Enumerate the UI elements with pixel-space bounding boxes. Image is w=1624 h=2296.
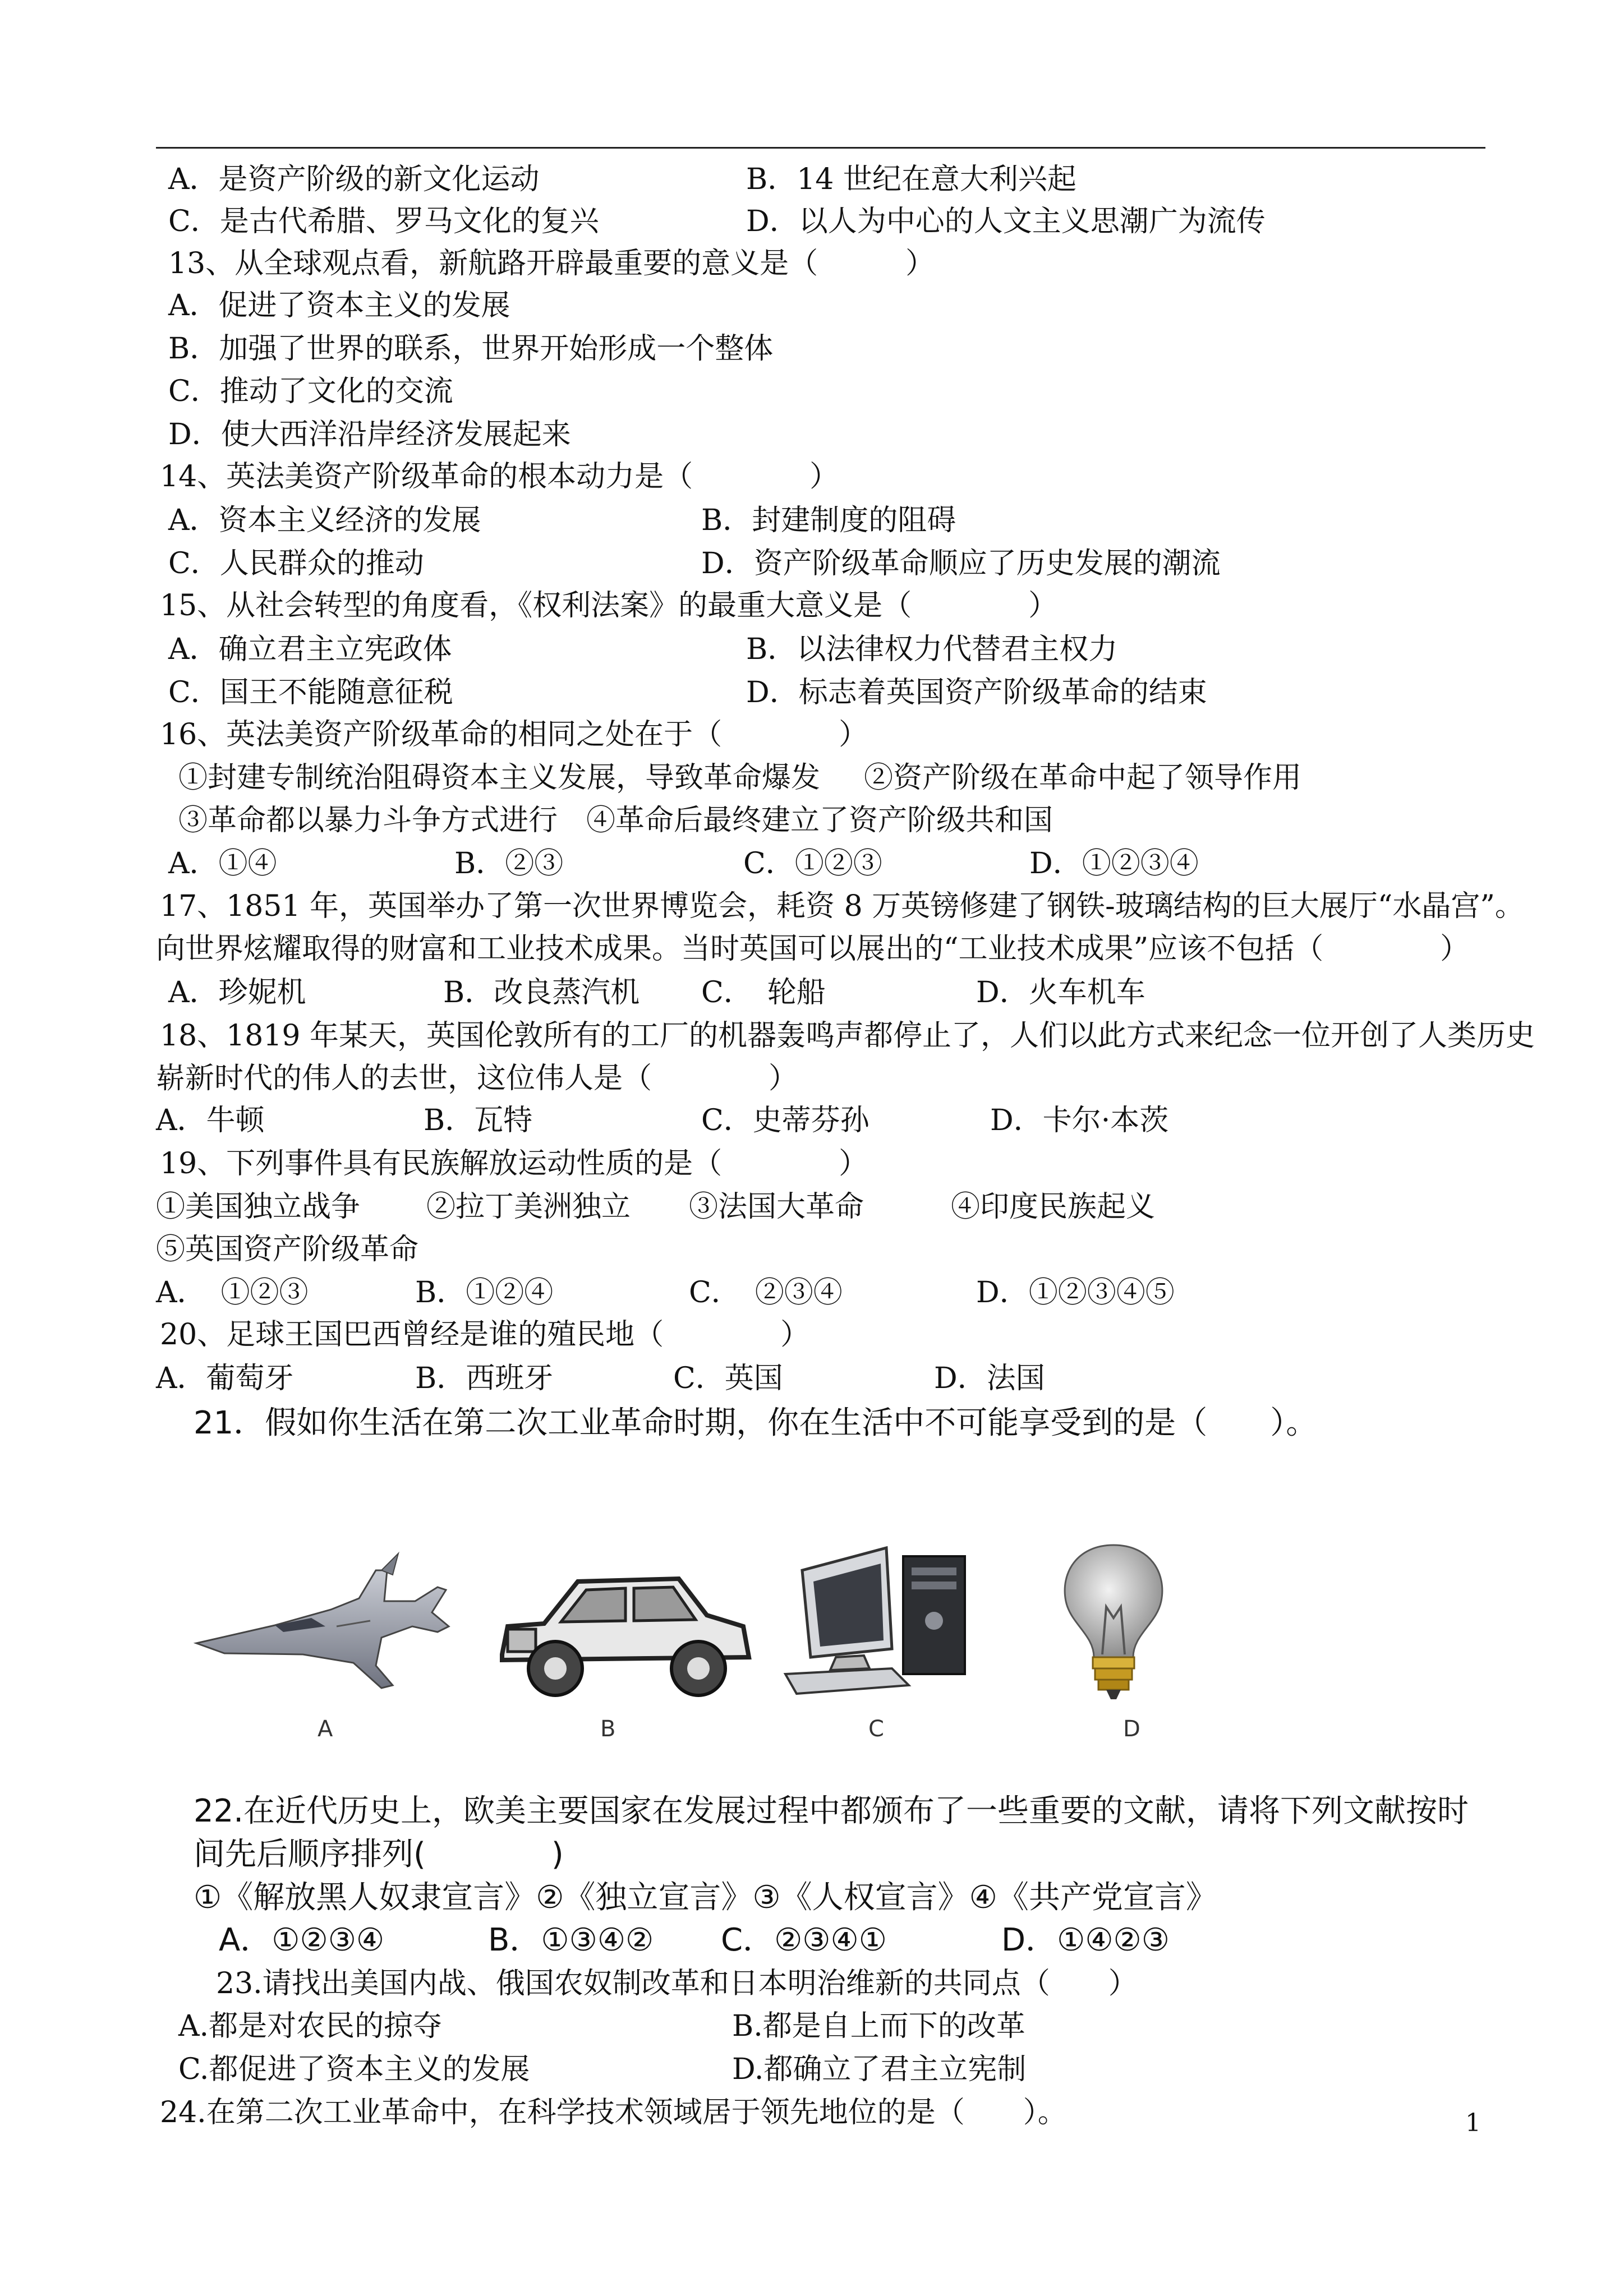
q22-option-b: B．①③④②: [488, 1922, 654, 1958]
q22-option-d: D．①④②③: [1001, 1922, 1170, 1958]
q16-item-1: ①封建专制统治阻碍资本主义发展，导致革命爆发: [178, 761, 821, 795]
q23-option-c: C.都促进了资本主义的发展: [178, 2053, 530, 2086]
q17-option-a: A．珍妮机: [168, 976, 306, 1009]
q14-stem: 14、英法美资产阶级革命的根本动力是（ ）: [160, 460, 839, 494]
q17-stem-line-1: 17、1851 年，英国举办了第一次世界博览会，耗资 8 万英镑修建了钢铁-玻璃结构的巨大展厅“水晶宫”。: [160, 889, 1524, 923]
q19-item-3: ③法国大革命: [689, 1190, 864, 1224]
q15-option-c: C．国王不能随意征税: [168, 676, 453, 709]
q17-option-c: C． 轮船: [701, 976, 826, 1009]
q22-option-a: A．①②③④: [219, 1922, 385, 1958]
q21-label-b: B: [600, 1716, 616, 1742]
q19-item-5: ⑤英国资产阶级革命: [156, 1233, 419, 1266]
q12-option-c: C．是古代希腊、罗马文化的复兴: [168, 205, 599, 238]
q23-option-a: A.都是对农民的掠夺: [178, 2009, 443, 2043]
q21-label-d: D: [1123, 1716, 1140, 1742]
q20-option-a: A．葡萄牙: [156, 1362, 294, 1395]
q19-stem: 19、下列事件具有民族解放运动性质的是（ ）: [160, 1147, 868, 1181]
q16-item-4: ④革命后最终建立了资产阶级共和国: [586, 804, 1053, 837]
q24-stem: 24.在第二次工业革命中，在科学技术领域居于领先地位的是（ ）。: [160, 2096, 1067, 2129]
q13-option-a: A．促进了资本主义的发展: [168, 289, 510, 322]
q13-stem: 13、从全球观点看，新航路开辟最重要的意义是（ ）: [168, 247, 935, 280]
q12-option-b: B．14 世纪在意大利兴起: [746, 163, 1076, 196]
q16-stem: 16、英法美资产阶级革命的相同之处在于（ ）: [160, 718, 868, 751]
q17-option-d: D．火车机车: [976, 976, 1145, 1009]
q19-option-a: A． ①②③: [156, 1276, 309, 1310]
q18-option-c: C．史蒂芬孙: [701, 1104, 869, 1137]
header-rule: [156, 147, 1485, 149]
q23-option-b: B.都是自上而下的改革: [732, 2009, 1025, 2043]
q13-option-b: B．加强了世界的联系，世界开始形成一个整体: [168, 332, 774, 366]
q16-option-a: A．①④: [168, 847, 277, 880]
page-number: 1: [1465, 2109, 1481, 2137]
q15-option-a: A．确立君主立宪政体: [168, 633, 452, 666]
q14-option-c: C．人民群众的推动: [168, 547, 424, 580]
q13-option-d: D．使大西洋沿岸经济发展起来: [168, 418, 571, 451]
q22-stem-line-2: 间先后顺序排列( ): [194, 1836, 564, 1873]
q22-items: ①《解放黑人奴隶宣言》②《独立宣言》③《人权宣言》④《共产党宣言》: [194, 1879, 1217, 1916]
q14-option-d: D．资产阶级革命顺应了历史发展的潮流: [701, 547, 1221, 580]
q16-item-3: ③革命都以暴力斗争方式进行: [178, 804, 558, 837]
light-bulb-icon: [1055, 1539, 1172, 1702]
q16-item-2: ②资产阶级在革命中起了领导作用: [864, 761, 1302, 795]
q17-option-b: B．改良蒸汽机: [443, 976, 640, 1009]
desktop-computer-icon: [780, 1537, 982, 1699]
fighter-jet-icon: [191, 1548, 460, 1694]
q18-option-a: A．牛顿: [156, 1104, 265, 1137]
q14-option-b: B．封建制度的阻碍: [701, 504, 956, 537]
q22-stem-line-1: 22.在近代历史上，欧美主要国家在发展过程中都颁布了一些重要的文献，请将下列文献按时: [194, 1793, 1469, 1829]
q19-option-c: C． ②③④: [689, 1276, 843, 1310]
q20-option-b: B．西班牙: [415, 1362, 554, 1395]
q22-option-c: C．②③④①: [721, 1922, 887, 1958]
q16-option-b: B．②③: [454, 847, 564, 880]
q19-option-d: D．①②③④⑤: [976, 1276, 1175, 1310]
vintage-car-icon: [494, 1559, 757, 1705]
q19-option-b: B．①②④: [415, 1276, 554, 1310]
q13-option-c: C．推动了文化的交流: [168, 375, 453, 408]
q18-option-d: D．卡尔·本茨: [990, 1104, 1169, 1137]
q21-stem: 21．假如你生活在第二次工业革命时期，你在生活中不可能享受到的是（ ）。: [194, 1405, 1318, 1441]
q15-stem: 15、从社会转型的角度看，《权利法案》的最重大意义是（ ）: [160, 589, 1058, 623]
q23-option-d: D.都确立了君主立宪制: [732, 2053, 1027, 2086]
q16-option-d: D．①②③④: [1029, 847, 1199, 880]
q20-option-d: D．法国: [934, 1362, 1045, 1395]
q21-label-a: A: [318, 1716, 333, 1742]
q23-stem: 23.请找出美国内战、俄国农奴制改革和日本明治维新的共同点（ ）: [216, 1967, 1138, 2000]
q14-option-a: A．资本主义经济的发展: [168, 504, 481, 537]
q20-stem: 20、足球王国巴西曾经是谁的殖民地（ ）: [160, 1318, 810, 1352]
q20-option-c: C．英国: [673, 1362, 783, 1395]
q12-option-a: A．是资产阶级的新文化运动: [168, 163, 540, 196]
q15-option-d: D．标志着英国资产阶级革命的结束: [746, 676, 1207, 709]
q21-label-c: C: [868, 1716, 884, 1742]
q17-stem-line-2: 向世界炫耀取得的财富和工业技术成果。当时英国可以展出的“工业技术成果”应该不包括（ ）: [156, 932, 1470, 966]
q18-stem-line-1: 18、1819 年某天，英国伦敦所有的工厂的机器轰鸣声都停止了，人们以此方式来纪念一位开创了人类历史: [160, 1019, 1535, 1053]
q16-option-c: C．①②③: [743, 847, 882, 880]
q18-stem-line-2: 崭新时代的伟人的去世，这位伟人是（ ）: [156, 1062, 798, 1095]
q12-option-d: D．以人为中心的人文主义思潮广为流传: [746, 205, 1266, 238]
q19-item-2: ②拉丁美洲独立: [426, 1190, 631, 1224]
q15-option-b: B．以法律权力代替君主权力: [746, 633, 1118, 666]
q19-item-4: ④印度民族起义: [951, 1190, 1156, 1224]
q19-item-1: ①美国独立战争: [156, 1190, 361, 1224]
q18-option-b: B．瓦特: [424, 1104, 533, 1137]
